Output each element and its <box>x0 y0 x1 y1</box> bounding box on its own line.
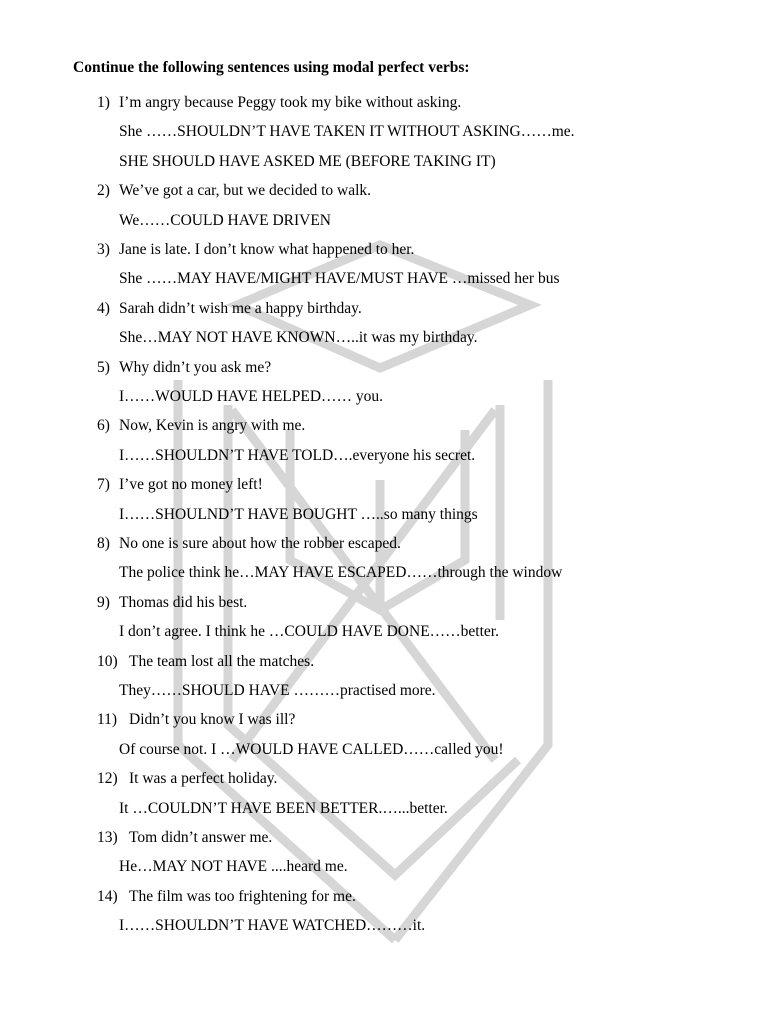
question-number: 1) <box>97 94 110 111</box>
answer-line: We……COULD HAVE DRIVEN <box>119 211 332 229</box>
question-line <box>97 887 356 907</box>
question-line <box>97 652 314 672</box>
question-line <box>97 769 277 789</box>
question-text: Tom didn’t answer me. <box>129 829 273 846</box>
question-number: 12) <box>97 770 118 788</box>
question-number: 14) <box>97 887 118 905</box>
answer-line: It …COULDN’T HAVE BEEN BETTER.…...better. <box>119 799 448 817</box>
answer-line: The police think he…MAY HAVE ESCAPED……through the window <box>119 564 563 582</box>
question-line <box>97 358 271 378</box>
answer-line: I……WOULD HAVE HELPED…… you. <box>119 388 384 405</box>
question-number: 3) <box>97 241 110 258</box>
question-number: 5) <box>97 358 110 376</box>
question-number: 11) <box>97 711 118 729</box>
question-text: We’ve got a car, but we decided to walk. <box>119 182 372 200</box>
question-line <box>97 240 414 260</box>
answer-line: She ……SHOULDN’T HAVE TAKEN IT WITHOUT ASKING……me. <box>119 123 575 141</box>
question-number: 2) <box>97 182 110 200</box>
answer-line: She…MAY NOT HAVE KNOWN…..it was my birthday. <box>119 329 478 347</box>
answer-line: Of course not. I …WOULD HAVE CALLED……called you! <box>119 740 504 758</box>
answer-line: I……SHOULDN’T HAVE TOLD….everyone his secret. <box>119 446 476 464</box>
question-line <box>97 475 263 495</box>
question-text: The film was too frightening for me. <box>129 887 356 905</box>
question-number: 9) <box>97 593 110 611</box>
question-line <box>97 828 272 848</box>
answer-line: I don’t agree. I think he …COULD HAVE DONE……better. <box>119 623 499 641</box>
answer-line: I……SHOULND’T HAVE BOUGHT …..so many things <box>119 505 478 523</box>
question-number: 7) <box>97 476 110 494</box>
answer-line: She ……MAY HAVE/MIGHT HAVE/MUST HAVE …missed her bus <box>119 270 560 288</box>
question-text: I’ve got no money left! <box>119 476 263 494</box>
question-text: No one is sure about how the robber escaped. <box>119 535 401 552</box>
question-text: Sarah didn’t wish me a happy birthday. <box>119 299 362 317</box>
question-number: 8) <box>97 535 110 552</box>
question-text: Thomas did his best. <box>119 593 248 611</box>
question-text: Jane is late. I don’t know what happened to her. <box>119 241 415 258</box>
question-line <box>97 93 461 113</box>
question-number: 10) <box>97 652 118 670</box>
question-text: The team lost all the matches. <box>129 652 315 670</box>
answer-line: SHE SHOULD HAVE ASKED ME (BEFORE TAKING IT) <box>119 152 496 170</box>
question-text: It was a perfect holiday. <box>129 770 278 788</box>
question-text: Why didn’t you ask me? <box>119 358 272 376</box>
page-title: Continue the following sentences using modal perfect verbs: <box>73 59 470 76</box>
question-line <box>97 181 371 201</box>
question-text: Didn’t you know I was ill? <box>129 711 296 729</box>
answer-line: They……SHOULD HAVE ………practised more. <box>119 682 436 699</box>
question-line <box>97 299 362 319</box>
question-line <box>97 593 247 613</box>
question-number: 13) <box>97 829 118 846</box>
question-number: 6) <box>97 417 110 435</box>
question-line <box>97 534 401 554</box>
question-text: Now, Kevin is angry with me. <box>119 417 306 435</box>
question-number: 4) <box>97 299 110 317</box>
question-line <box>97 416 305 436</box>
question-line <box>97 710 295 730</box>
answer-line: I……SHOULDN’T HAVE WATCHED………it. <box>119 917 426 935</box>
question-text: I’m angry because Peggy took my bike without asking. <box>119 94 462 111</box>
answer-line: He…MAY NOT HAVE ....heard me. <box>119 858 348 876</box>
